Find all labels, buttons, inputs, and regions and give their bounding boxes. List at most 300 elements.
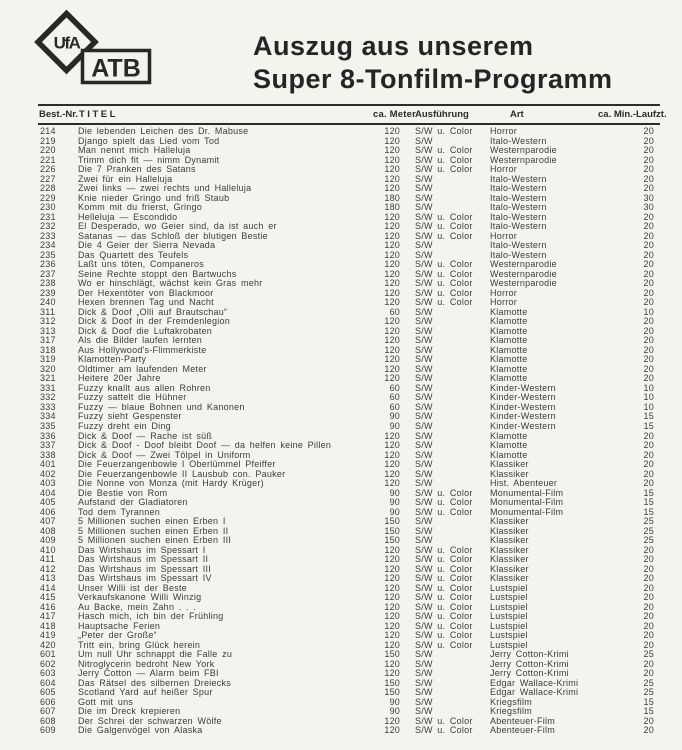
cell-best-nr: 416 <box>40 601 56 612</box>
cell-titel: Komm mit du frierst, Gringo <box>78 202 202 213</box>
cell-ausfuehrung: S/W u. Color <box>415 297 473 308</box>
cell-titel: Der Schrei der schwarzen Wölfe <box>78 715 222 726</box>
cell-titel: 5 Millionen suchen einen Erben II <box>78 525 229 536</box>
cell-art: Westernparodie <box>490 268 557 279</box>
cell-min-laufzeit: 15 <box>643 706 654 717</box>
cell-art: Italo-Western <box>490 221 547 232</box>
cell-titel: Die Feuerzangenbowle I Oberlümmel Pfeiffer <box>78 459 276 470</box>
cell-best-nr: 233 <box>40 230 56 241</box>
cell-meter: 120 <box>384 240 400 251</box>
cell-best-nr: 609 <box>40 725 56 736</box>
cell-ausfuehrung: S/W <box>415 535 433 546</box>
cell-best-nr: 418 <box>40 620 56 631</box>
cell-art: Italo-Western <box>490 135 547 146</box>
cell-titel: Satanas — das Schloß der blutigen Bestie <box>78 230 268 241</box>
cell-art: Edgar Wallace-Krimi <box>490 677 579 688</box>
cell-best-nr: 317 <box>40 335 56 346</box>
cell-ausfuehrung: S/W u. Color <box>415 715 473 726</box>
cell-min-laufzeit: 20 <box>643 592 654 603</box>
cell-titel: Gott mit uns <box>78 696 134 707</box>
cell-meter: 120 <box>384 639 400 650</box>
cell-best-nr: 239 <box>40 287 56 298</box>
cell-titel: Dick & Doof — Zwei Tölpel in Uniform <box>78 449 251 460</box>
cell-meter: 90 <box>389 487 400 498</box>
cell-titel: Fuzzy sattelt die Hühner <box>78 392 187 403</box>
cell-min-laufzeit: 30 <box>643 202 654 213</box>
cell-meter: 120 <box>384 221 400 232</box>
col-header-min-laufzt: ca. Min.-Laufzt. <box>598 109 667 120</box>
table-row <box>38 726 660 736</box>
cell-min-laufzeit: 25 <box>643 649 654 660</box>
cell-best-nr: 219 <box>40 135 56 146</box>
cell-art: Klamotte <box>490 306 528 317</box>
cell-ausfuehrung: S/W <box>415 392 433 403</box>
cell-ausfuehrung: S/W <box>415 373 433 384</box>
cell-meter: 120 <box>384 658 400 669</box>
cell-ausfuehrung: S/W <box>415 249 433 260</box>
cell-meter: 120 <box>384 173 400 184</box>
cell-ausfuehrung: S/W <box>415 316 433 327</box>
cell-ausfuehrung: S/W <box>415 306 433 317</box>
cell-best-nr: 220 <box>40 145 56 156</box>
cell-titel: 5 Millionen suchen einen Erben I <box>78 516 226 527</box>
ufa-logo-text: UfA <box>53 33 80 53</box>
cell-min-laufzeit: 30 <box>643 192 654 203</box>
cell-art: Horror <box>490 230 518 241</box>
cell-art: Klassiker <box>490 535 529 546</box>
cell-meter: 90 <box>389 506 400 517</box>
cell-ausfuehrung: S/W u. Color <box>415 592 473 603</box>
cell-best-nr: 332 <box>40 392 56 403</box>
cell-art: Klamotte <box>490 335 528 346</box>
cell-ausfuehrung: S/W <box>415 354 433 365</box>
cell-ausfuehrung: S/W u. Color <box>415 268 473 279</box>
cell-meter: 120 <box>384 268 400 279</box>
cell-best-nr: 335 <box>40 420 56 431</box>
cell-meter: 120 <box>384 154 400 165</box>
cell-min-laufzeit: 20 <box>643 211 654 222</box>
cell-best-nr: 406 <box>40 506 56 517</box>
cell-titel: Fuzzy — blaue Bohnen und Kanonen <box>78 401 245 412</box>
cell-meter: 120 <box>384 601 400 612</box>
cell-best-nr: 603 <box>40 668 56 679</box>
cell-meter: 120 <box>384 468 400 479</box>
cell-min-laufzeit: 20 <box>643 554 654 565</box>
cell-meter: 120 <box>384 230 400 241</box>
cell-ausfuehrung: S/W <box>415 525 433 536</box>
cell-ausfuehrung: S/W <box>415 696 433 707</box>
cell-titel: Zwei links — zwei rechts und Halleluja <box>78 183 252 194</box>
cell-best-nr: 605 <box>40 687 56 698</box>
cell-art: Kriegsfilm <box>490 706 533 717</box>
cell-min-laufzeit: 20 <box>643 164 654 175</box>
cell-meter: 120 <box>384 126 400 136</box>
cell-titel: Das Rätsel des silbernen Dreiecks <box>78 677 232 688</box>
cell-art: Kinder-Western <box>490 411 556 422</box>
cell-ausfuehrung: S/W u. Color <box>415 573 473 584</box>
cell-art: Klassiker <box>490 563 529 574</box>
cell-best-nr: 321 <box>40 373 56 384</box>
cell-ausfuehrung: S/W <box>415 173 433 184</box>
cell-best-nr: 404 <box>40 487 56 498</box>
cell-best-nr: 337 <box>40 440 56 451</box>
cell-meter: 150 <box>384 525 400 536</box>
cell-best-nr: 409 <box>40 535 56 546</box>
cell-titel: Trimm dich fit — nimm Dynamit <box>78 154 220 165</box>
cell-ausfuehrung: S/W <box>415 440 433 451</box>
cell-meter: 150 <box>384 687 400 698</box>
cell-min-laufzeit: 10 <box>643 392 654 403</box>
cell-ausfuehrung: S/W <box>415 344 433 355</box>
cell-meter: 90 <box>389 420 400 431</box>
cell-min-laufzeit: 25 <box>643 535 654 546</box>
cell-min-laufzeit: 20 <box>643 344 654 355</box>
cell-ausfuehrung: S/W <box>415 183 433 194</box>
cell-art: Klassiker <box>490 525 529 536</box>
cell-art: Edgar Wallace-Krimi <box>490 687 579 698</box>
cell-titel: Unser Willi ist der Beste <box>78 582 187 593</box>
cell-art: Klassiker <box>490 468 529 479</box>
cell-min-laufzeit: 15 <box>643 506 654 517</box>
cell-art: Jerry Cotton-Krimi <box>490 668 569 679</box>
cell-meter: 60 <box>389 401 400 412</box>
cell-meter: 120 <box>384 430 400 441</box>
cell-min-laufzeit: 20 <box>643 363 654 374</box>
cell-ausfuehrung: S/W u. Color <box>415 145 473 156</box>
cell-titel: Dick & Doof die Luftakrobaten <box>78 325 213 336</box>
cell-best-nr: 237 <box>40 268 56 279</box>
cell-art: Klamotte <box>490 354 528 365</box>
cell-ausfuehrung: S/W <box>415 202 433 213</box>
cell-art: Jerry Cotton-Krimi <box>490 658 569 669</box>
col-header-art: Art <box>510 109 524 120</box>
cell-titel: Dick & Doof - Doof bleibt Doof — da helfen keine Pillen <box>78 440 332 451</box>
cell-ausfuehrung: S/W u. Color <box>415 211 473 222</box>
cell-min-laufzeit: 20 <box>643 297 654 308</box>
cell-min-laufzeit: 15 <box>643 487 654 498</box>
cell-best-nr: 408 <box>40 525 56 536</box>
cell-min-laufzeit: 15 <box>643 420 654 431</box>
cell-titel: Hasch mich, ich bin der Frühling <box>78 611 224 622</box>
cell-min-laufzeit: 20 <box>643 183 654 194</box>
cell-ausfuehrung: S/W u. Color <box>415 278 473 289</box>
cell-best-nr: 606 <box>40 696 56 707</box>
cell-best-nr: 407 <box>40 516 56 527</box>
cell-titel: Das Quartett des Teufels <box>78 249 189 260</box>
cell-best-nr: 419 <box>40 630 56 641</box>
cell-meter: 120 <box>384 287 400 298</box>
cell-art: Italo-Western <box>490 240 547 251</box>
cell-meter: 120 <box>384 249 400 260</box>
page-title <box>253 30 613 96</box>
cell-ausfuehrung: S/W u. Color <box>415 725 473 736</box>
cell-min-laufzeit: 20 <box>643 620 654 631</box>
cell-titel: Klamotten-Party <box>78 354 147 365</box>
cell-best-nr: 401 <box>40 459 56 470</box>
cell-art: Monumental-Film <box>490 487 564 498</box>
cell-best-nr: 414 <box>40 582 56 593</box>
cell-meter: 60 <box>389 306 400 317</box>
cell-meter: 120 <box>384 563 400 574</box>
cell-best-nr: 227 <box>40 173 56 184</box>
cell-ausfuehrung: S/W <box>415 516 433 527</box>
cell-ausfuehrung: S/W <box>415 459 433 470</box>
cell-ausfuehrung: S/W <box>415 335 433 346</box>
cell-best-nr: 417 <box>40 611 56 622</box>
cell-best-nr: 403 <box>40 478 56 489</box>
cell-art: Lustspiel <box>490 601 528 612</box>
cell-titel: Dick & Doof — Rache ist süß <box>78 430 213 441</box>
cell-ausfuehrung: S/W u. Color <box>415 487 473 498</box>
cell-best-nr: 226 <box>40 164 56 175</box>
cell-min-laufzeit: 20 <box>643 601 654 612</box>
cell-best-nr: 411 <box>40 554 56 565</box>
cell-ausfuehrung: S/W u. Color <box>415 506 473 517</box>
cell-meter: 60 <box>389 382 400 393</box>
cell-art: Kinder-Western <box>490 392 556 403</box>
cell-art: Lustspiel <box>490 592 528 603</box>
cell-min-laufzeit: 15 <box>643 411 654 422</box>
cell-art: Klamotte <box>490 325 528 336</box>
cell-ausfuehrung: S/W u. Color <box>415 582 473 593</box>
cell-ausfuehrung: S/W u. Color <box>415 620 473 631</box>
cell-meter: 120 <box>384 478 400 489</box>
cell-titel: Fuzzy sieht Gespenster <box>78 411 182 422</box>
cell-best-nr: 334 <box>40 411 56 422</box>
cell-titel: Fuzzy dreht ein Ding <box>78 420 171 431</box>
cell-art: Klassiker <box>490 573 529 584</box>
cell-min-laufzeit: 20 <box>643 563 654 574</box>
cell-art: Kinder-Western <box>490 420 556 431</box>
cell-meter: 150 <box>384 649 400 660</box>
cell-min-laufzeit: 10 <box>643 382 654 393</box>
cell-titel: Laßt uns töten, Companeros <box>78 259 204 270</box>
cell-titel: Das Wirtshaus im Spessart III <box>78 563 211 574</box>
cell-titel: Das Wirtshaus im Spessart I <box>78 544 206 555</box>
cell-best-nr: 413 <box>40 573 56 584</box>
cell-best-nr: 336 <box>40 430 56 441</box>
cell-min-laufzeit: 20 <box>643 611 654 622</box>
cell-min-laufzeit: 20 <box>643 325 654 336</box>
cell-ausfuehrung: S/W u. Color <box>415 287 473 298</box>
cell-meter: 90 <box>389 497 400 508</box>
cell-ausfuehrung: S/W u. Color <box>415 164 473 175</box>
cell-art: Westernparodie <box>490 278 557 289</box>
cell-titel: Die im Dreck krepieren <box>78 706 181 717</box>
cell-ausfuehrung: S/W <box>415 363 433 374</box>
cell-meter: 120 <box>384 297 400 308</box>
cell-min-laufzeit: 20 <box>643 240 654 251</box>
cell-ausfuehrung: S/W u. Color <box>415 554 473 565</box>
cell-ausfuehrung: S/W <box>415 706 433 717</box>
cell-meter: 120 <box>384 725 400 736</box>
cell-titel: Jerry Cotton — Alarm beim FBI <box>78 668 219 679</box>
col-header-titel: TITEL <box>79 109 118 120</box>
cell-meter: 120 <box>384 611 400 622</box>
cell-art: Westernparodie <box>490 154 557 165</box>
cell-min-laufzeit: 20 <box>643 126 654 136</box>
cell-meter: 120 <box>384 373 400 384</box>
cell-ausfuehrung: S/W <box>415 430 433 441</box>
cell-art: Klassiker <box>490 544 529 555</box>
cell-titel: „Peter der Große“ <box>78 630 157 641</box>
cell-meter: 90 <box>389 706 400 717</box>
cell-titel: Die Galgenvögel von Alaska <box>78 725 203 736</box>
cell-ausfuehrung: S/W <box>415 135 433 146</box>
cell-ausfuehrung: S/W <box>415 411 433 422</box>
cell-min-laufzeit: 20 <box>643 630 654 641</box>
cell-meter: 120 <box>384 620 400 631</box>
cell-meter: 120 <box>384 582 400 593</box>
cell-min-laufzeit: 20 <box>643 715 654 726</box>
cell-meter: 120 <box>384 354 400 365</box>
cell-art: Kriegsfilm <box>490 696 533 707</box>
cell-best-nr: 234 <box>40 240 56 251</box>
cell-ausfuehrung: S/W <box>415 468 433 479</box>
cell-titel: Das Wirtshaus im Spessart II <box>78 554 209 565</box>
cell-titel: Dick & Doof in der Fremdenlegion <box>78 316 231 327</box>
cell-titel: 5 Millionen suchen einen Erben III <box>78 535 232 546</box>
cell-ausfuehrung: S/W <box>415 192 433 203</box>
cell-best-nr: 228 <box>40 183 56 194</box>
cell-ausfuehrung: S/W <box>415 449 433 460</box>
cell-best-nr: 405 <box>40 497 56 508</box>
cell-ausfuehrung: S/W <box>415 677 433 688</box>
cell-meter: 120 <box>384 211 400 222</box>
cell-meter: 150 <box>384 535 400 546</box>
cell-min-laufzeit: 20 <box>643 335 654 346</box>
cell-titel: Scotland Yard auf heißer Spur <box>78 687 213 698</box>
cell-ausfuehrung: S/W <box>415 478 433 489</box>
cell-best-nr: 231 <box>40 211 56 222</box>
cell-titel: Knie nieder Gringo und friß Staub <box>78 192 230 203</box>
cell-min-laufzeit: 20 <box>643 468 654 479</box>
cell-ausfuehrung: S/W u. Color <box>415 601 473 612</box>
cell-best-nr: 235 <box>40 249 56 260</box>
cell-meter: 120 <box>384 164 400 175</box>
cell-art: Klamotte <box>490 363 528 374</box>
cell-art: Lustspiel <box>490 620 528 631</box>
table-header-row <box>38 104 667 125</box>
cell-meter: 60 <box>389 392 400 403</box>
cell-ausfuehrung: S/W <box>415 420 433 431</box>
cell-meter: 120 <box>384 544 400 555</box>
table-body <box>38 125 660 736</box>
cell-art: Lustspiel <box>490 630 528 641</box>
cell-titel: Verkaufskanone Willi Winzig <box>78 592 202 603</box>
cell-meter: 120 <box>384 668 400 679</box>
cell-min-laufzeit: 20 <box>643 573 654 584</box>
cell-min-laufzeit: 20 <box>643 249 654 260</box>
cell-titel: Django spielt das Lied vom Tod <box>78 135 220 146</box>
cell-titel: Dick & Doof „Olli auf Brautschau“ <box>78 306 228 317</box>
cell-min-laufzeit: 15 <box>643 497 654 508</box>
cell-min-laufzeit: 20 <box>643 135 654 146</box>
cell-min-laufzeit: 20 <box>643 287 654 298</box>
cell-meter: 120 <box>384 259 400 270</box>
cell-best-nr: 221 <box>40 154 56 165</box>
cell-meter: 120 <box>384 363 400 374</box>
cell-art: Italo-Western <box>490 202 547 213</box>
cell-meter: 120 <box>384 183 400 194</box>
cell-best-nr: 604 <box>40 677 56 688</box>
cell-min-laufzeit: 10 <box>643 401 654 412</box>
cell-best-nr: 311 <box>40 306 56 317</box>
cell-min-laufzeit: 15 <box>643 696 654 707</box>
cell-art: Horror <box>490 297 518 308</box>
cell-min-laufzeit: 20 <box>643 154 654 165</box>
cell-titel: Man nennt mich Halleluja <box>78 145 191 156</box>
cell-titel: Hauptsache Ferien <box>78 620 161 631</box>
cell-art: Lustspiel <box>490 582 528 593</box>
cell-best-nr: 412 <box>40 563 56 574</box>
cell-meter: 120 <box>384 325 400 336</box>
cell-min-laufzeit: 20 <box>643 354 654 365</box>
cell-best-nr: 230 <box>40 202 56 213</box>
cell-min-laufzeit: 20 <box>643 259 654 270</box>
cell-meter: 120 <box>384 449 400 460</box>
cell-ausfuehrung: S/W <box>415 325 433 336</box>
cell-best-nr: 320 <box>40 363 56 374</box>
cell-titel: Au Backe, mein Zahn . . . <box>78 601 197 612</box>
page-title-line2: Super 8-Tonfilm-Programm <box>253 64 613 94</box>
atb-logo-text: ATB <box>91 54 141 83</box>
cell-titel: Tod dem Tyrannen <box>78 506 160 517</box>
cell-best-nr: 338 <box>40 449 56 460</box>
cell-titel: Wo er hinschlägt, wächst kein Gras mehr <box>78 278 263 289</box>
cell-min-laufzeit: 20 <box>643 544 654 555</box>
cell-titel: Oldtimer am laufenden Meter <box>78 363 207 374</box>
cell-best-nr: 333 <box>40 401 56 412</box>
cell-ausfuehrung: S/W <box>415 658 433 669</box>
cell-art: Horror <box>490 126 518 136</box>
ufa-atb-logo <box>25 5 185 105</box>
cell-ausfuehrung: S/W u. Color <box>415 611 473 622</box>
cell-titel: Hexen brennen Tag und Nacht <box>78 297 214 308</box>
cell-min-laufzeit: 20 <box>643 440 654 451</box>
cell-titel: Nitroglycerin bedroht New York <box>78 658 215 669</box>
cell-min-laufzeit: 20 <box>643 639 654 650</box>
cell-art: Monumental-Film <box>490 506 564 517</box>
cell-best-nr: 410 <box>40 544 56 555</box>
cell-titel: Der Hexentöter von Blackmoor <box>78 287 214 298</box>
cell-titel: Tritt ein, bring Glück herein <box>78 639 201 650</box>
cell-min-laufzeit: 20 <box>643 316 654 327</box>
cell-ausfuehrung: S/W u. Color <box>415 126 473 136</box>
cell-best-nr: 240 <box>40 297 56 308</box>
cell-art: Klamotte <box>490 316 528 327</box>
cell-ausfuehrung: S/W u. Color <box>415 630 473 641</box>
cell-best-nr: 402 <box>40 468 56 479</box>
cell-ausfuehrung: S/W u. Color <box>415 154 473 165</box>
cell-meter: 120 <box>384 630 400 641</box>
cell-meter: 90 <box>389 696 400 707</box>
cell-ausfuehrung: S/W u. Color <box>415 497 473 508</box>
cell-min-laufzeit: 20 <box>643 278 654 289</box>
cell-art: Italo-Western <box>490 192 547 203</box>
cell-titel: Die lebenden Leichen des Dr. Mabuse <box>78 126 249 136</box>
cell-meter: 120 <box>384 278 400 289</box>
cell-min-laufzeit: 25 <box>643 516 654 527</box>
cell-meter: 150 <box>384 677 400 688</box>
cell-titel: Um null Uhr schnappt die Falle zu <box>78 649 233 660</box>
cell-meter: 150 <box>384 516 400 527</box>
cell-meter: 180 <box>384 202 400 213</box>
cell-meter: 120 <box>384 715 400 726</box>
cell-art: Lustspiel <box>490 611 528 622</box>
cell-titel: Die Feuerzangenbowle II Lausbub con. Pauker <box>78 468 286 479</box>
cell-min-laufzeit: 20 <box>643 173 654 184</box>
